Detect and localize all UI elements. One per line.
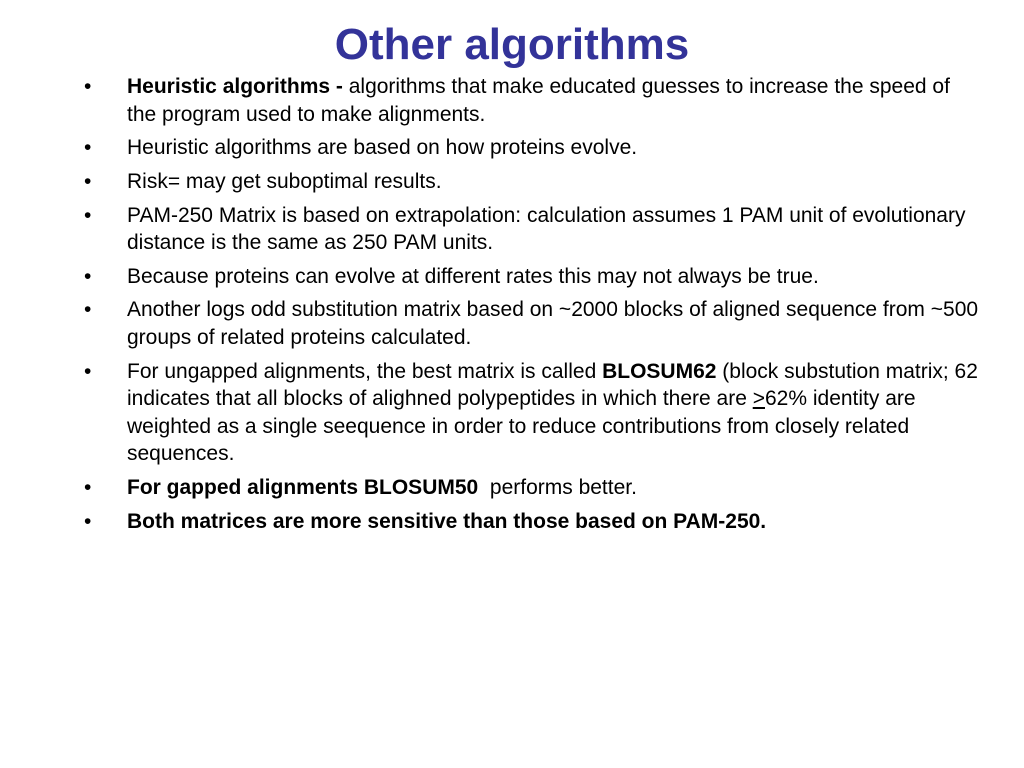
bullet-item (84, 202, 984, 257)
bullet-text: For ungapped alignments, the best matrix is called (127, 359, 603, 383)
bullet-underlined-text: > (752, 387, 765, 411)
bullet-item (84, 296, 984, 351)
bullet-marker: • (84, 136, 92, 160)
bullet-text: Another logs odd substitution matrix based on ~2000 blocks of aligned sequence from ~500 groups of related proteins calculated. (127, 298, 979, 349)
bullet-text: PAM-250 Matrix is based on extrapolation: calculation assumes 1 PAM unit of evolutionary distance is the same as 250 PAM units. (127, 203, 966, 255)
bullet-bold-text: Both matrices are more sensitive than those based on PAM-250. (127, 509, 767, 533)
bullet-bold-text: For gapped alignments BLOSUM50 (127, 475, 479, 499)
bullet-text: Risk= may get suboptimal results. (127, 169, 442, 193)
bullet-item (84, 263, 984, 291)
bullet-item (84, 73, 984, 128)
bullet-item (84, 134, 984, 162)
slide-title: Other algorithms (334, 20, 690, 69)
bullet-marker: • (84, 475, 92, 499)
bullet-text: Heuristic algorithms are based on how proteins evolve. (127, 136, 638, 160)
bullet-item (84, 168, 984, 196)
bullet-text: 62% identity are weighted as a single seequence in order to reduce contributions from closely related sequences. (127, 387, 916, 466)
bullet-text: Because proteins can evolve at different rates this may not always be true. (127, 264, 819, 288)
bullet-marker: • (84, 169, 92, 193)
bullet-marker: • (84, 298, 92, 322)
bullet-bold-text: Heuristic algorithms - (127, 75, 349, 98)
bullet-marker: • (84, 509, 92, 533)
bullet-list (84, 73, 984, 541)
bullet-item (84, 474, 984, 502)
bullet-bold-text: BLOSUM62 (602, 359, 717, 383)
bullet-item (84, 508, 984, 536)
bullet-marker: • (84, 264, 92, 288)
bullet-text: algorithms that make educated guesses to increase the speed of the program used to make alignments. (127, 75, 950, 126)
bullet-text: performs better. (478, 475, 637, 499)
bullet-marker: • (84, 203, 92, 227)
bullet-marker: • (84, 75, 92, 98)
bullet-text: (block substution matrix; 62 indicates that all blocks of alighned polypeptides in which there are (127, 359, 978, 411)
bullet-marker: • (84, 359, 92, 383)
bullet-item (84, 358, 984, 468)
